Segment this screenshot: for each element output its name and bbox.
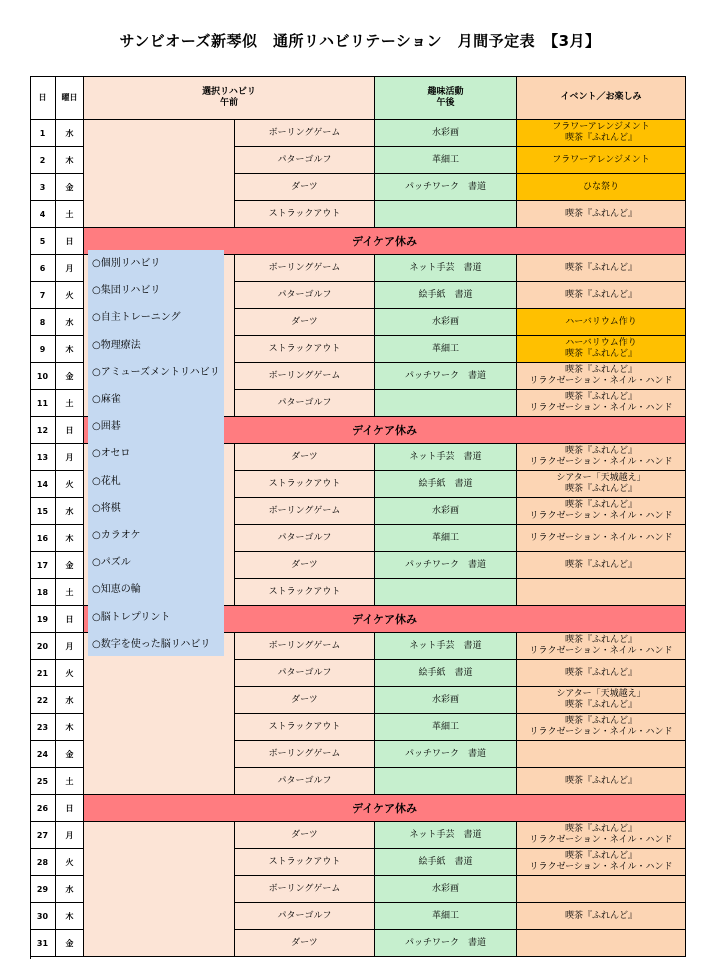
date-cell: 13 — [30, 444, 56, 471]
weekday-cell: 土 — [56, 390, 84, 417]
date-cell: 1 — [30, 120, 56, 147]
weekday-cell: 火 — [56, 282, 84, 309]
event-cell: 喫茶『ふれんど』 リラクゼーション・ネイル・ハンド — [517, 714, 686, 741]
date-cell: 8 — [30, 309, 56, 336]
date-cell: 9 — [30, 336, 56, 363]
rehab-activity-cell: ボーリングゲーム — [235, 741, 375, 768]
rehab-menu-item: ○パズル — [92, 557, 131, 569]
hobby-activity-cell: パッチワーク 書道 — [375, 363, 517, 390]
event-cell: ハーバリウム作り — [517, 309, 686, 336]
hobby-activity-cell: 絵手紙 書道 — [375, 660, 517, 687]
weekday-cell: 水 — [56, 876, 84, 903]
weekday-cell: 水 — [56, 309, 84, 336]
event-cell: 喫茶『ふれんど』 リラクゼーション・ネイル・ハンド — [517, 444, 686, 471]
weekday-cell: 水 — [56, 120, 84, 147]
closure-banner: デイケア休み — [84, 795, 686, 822]
weekday-cell: 月 — [56, 444, 84, 471]
date-cell: 3 — [30, 174, 56, 201]
date-cell: 14 — [30, 471, 56, 498]
weekday-cell: 火 — [56, 849, 84, 876]
event-cell: リラクゼーション・ネイル・ハンド — [517, 525, 686, 552]
rehab-activity-cell: ボーリングゲーム — [235, 633, 375, 660]
header-weekday: 曜日 — [56, 76, 84, 120]
hobby-activity-cell: 水彩画 — [375, 120, 517, 147]
rehab-menu-item: ○カラオケ — [92, 530, 141, 541]
weekday-cell: 月 — [56, 255, 84, 282]
weekday-cell: 木 — [56, 903, 84, 930]
rehab-activity-cell: パターゴルフ — [235, 525, 375, 552]
weekday-cell: 木 — [56, 714, 84, 741]
event-cell: 喫茶『ふれんど』 — [517, 552, 686, 579]
event-cell — [517, 930, 686, 957]
rehab-menu-item: ○麻雀 — [92, 394, 121, 405]
hobby-activity-cell — [375, 201, 517, 228]
rehab-menu-item: ○数字を使った脳リハビリ — [92, 638, 211, 650]
rehab-menu-panel — [88, 250, 224, 656]
date-cell: 22 — [30, 687, 56, 714]
hobby-activity-cell: 革細工 — [375, 903, 517, 930]
rehab-activity-cell: パターゴルフ — [235, 282, 375, 309]
rehab-menu-item: ○自主トレーニング — [92, 312, 181, 324]
event-cell — [517, 579, 686, 606]
date-cell: 24 — [30, 741, 56, 768]
date-cell: 2 — [30, 147, 56, 174]
hobby-activity-cell: パッチワーク 書道 — [375, 174, 517, 201]
closure-banner: デイケア休み — [84, 228, 686, 255]
rehab-activity-cell: ストラックアウト — [235, 336, 375, 363]
date-cell: 28 — [30, 849, 56, 876]
rehab-menu-item: ○脳トレプリント — [92, 611, 171, 623]
weekday-cell: 日 — [56, 228, 84, 255]
weekday-cell: 月 — [56, 822, 84, 849]
weekday-cell: 土 — [56, 579, 84, 606]
hobby-activity-cell: パッチワーク 書道 — [375, 930, 517, 957]
rehab-activity-cell: ボーリングゲーム — [235, 363, 375, 390]
event-cell: 喫茶『ふれんど』 — [517, 903, 686, 930]
hobby-activity-cell: 水彩画 — [375, 876, 517, 903]
hobby-activity-cell — [375, 390, 517, 417]
date-cell: 31 — [30, 930, 56, 957]
hobby-activity-cell — [375, 579, 517, 606]
date-cell: 27 — [30, 822, 56, 849]
weekday-cell: 日 — [56, 795, 84, 822]
rehab-activity-cell: ダーツ — [235, 174, 375, 201]
weekday-cell: 木 — [56, 336, 84, 363]
hobby-activity-cell: 革細工 — [375, 525, 517, 552]
hobby-activity-cell: ネット手芸 書道 — [375, 444, 517, 471]
rehab-activity-cell: ボーリングゲーム — [235, 876, 375, 903]
hobby-activity-cell: 水彩画 — [375, 309, 517, 336]
rehab-block — [84, 120, 235, 228]
date-cell: 15 — [30, 498, 56, 525]
date-cell: 7 — [30, 282, 56, 309]
rehab-activity-cell: ストラックアウト — [235, 471, 375, 498]
weekday-cell: 日 — [56, 606, 84, 633]
event-cell: 喫茶『ふれんど』 — [517, 255, 686, 282]
hobby-activity-cell: パッチワーク 書道 — [375, 552, 517, 579]
rehab-menu-item: ○囲碁 — [92, 421, 121, 433]
date-cell: 18 — [30, 579, 56, 606]
event-cell — [517, 741, 686, 768]
hobby-activity-cell — [375, 768, 517, 795]
event-cell: 喫茶『ふれんど』 — [517, 768, 686, 795]
rehab-activity-cell: ダーツ — [235, 822, 375, 849]
rehab-activity-cell: パターゴルフ — [235, 390, 375, 417]
hobby-activity-cell: 絵手紙 書道 — [375, 849, 517, 876]
rehab-block — [84, 822, 235, 957]
rehab-activity-cell: ストラックアウト — [235, 714, 375, 741]
rehab-menu-item: ○将棋 — [92, 502, 121, 514]
weekday-cell: 月 — [56, 633, 84, 660]
event-cell: 喫茶『ふれんど』 リラクゼーション・ネイル・ハンド — [517, 390, 686, 417]
event-cell: シアター「天城越え」 喫茶『ふれんど』 — [517, 687, 686, 714]
header-event: イベント／お楽しみ — [517, 76, 686, 120]
hobby-activity-cell: 革細工 — [375, 147, 517, 174]
date-cell: 25 — [30, 768, 56, 795]
weekday-cell: 日 — [56, 417, 84, 444]
event-cell — [517, 876, 686, 903]
date-cell: 4 — [30, 201, 56, 228]
rehab-activity-cell: ボーリングゲーム — [235, 498, 375, 525]
weekday-cell: 水 — [56, 498, 84, 525]
closure-banner: デイケア休み — [84, 606, 686, 633]
hobby-activity-cell: ネット手芸 書道 — [375, 255, 517, 282]
rehab-menu-item: ○集団リハビリ — [92, 285, 161, 297]
weekday-cell: 金 — [56, 174, 84, 201]
event-cell: ハーバリウム作り 喫茶『ふれんど』 — [517, 336, 686, 363]
date-cell: 5 — [30, 228, 56, 255]
date-cell: 11 — [30, 390, 56, 417]
rehab-activity-cell: パターゴルフ — [235, 660, 375, 687]
rehab-menu-item: ○知恵の輪 — [92, 584, 141, 596]
event-cell: 喫茶『ふれんど』 — [517, 201, 686, 228]
rehab-activity-cell: ストラックアウト — [235, 201, 375, 228]
event-cell: ひな祭り — [517, 174, 686, 201]
weekday-cell: 木 — [56, 525, 84, 552]
rehab-activity-cell: ストラックアウト — [235, 849, 375, 876]
event-cell: 喫茶『ふれんど』 — [517, 282, 686, 309]
header-date: 日 — [30, 76, 56, 120]
hobby-activity-cell: パッチワーク 書道 — [375, 741, 517, 768]
date-cell: 10 — [30, 363, 56, 390]
hobby-activity-cell: ネット手芸 書道 — [375, 822, 517, 849]
rehab-activity-cell: パターゴルフ — [235, 903, 375, 930]
date-cell: 20 — [30, 633, 56, 660]
date-cell: 29 — [30, 876, 56, 903]
rehab-activity-cell: ストラックアウト — [235, 579, 375, 606]
hobby-activity-cell: 革細工 — [375, 714, 517, 741]
hobby-activity-cell: 絵手紙 書道 — [375, 282, 517, 309]
weekday-cell: 金 — [56, 930, 84, 957]
rehab-menu-item: ○花札 — [92, 475, 121, 487]
closure-banner: デイケア休み — [84, 417, 686, 444]
event-cell: フラワーアレンジメント 喫茶『ふれんど』 — [517, 120, 686, 147]
rehab-activity-cell: パターゴルフ — [235, 147, 375, 174]
rehab-activity-cell: ダーツ — [235, 309, 375, 336]
rehab-activity-cell: ダーツ — [235, 444, 375, 471]
date-cell: 17 — [30, 552, 56, 579]
weekday-cell: 土 — [56, 768, 84, 795]
event-cell: 喫茶『ふれんど』 — [517, 660, 686, 687]
weekday-cell: 火 — [56, 660, 84, 687]
rehab-activity-cell: ボーリングゲーム — [235, 255, 375, 282]
date-cell: 6 — [30, 255, 56, 282]
date-cell: 21 — [30, 660, 56, 687]
rehab-activity-cell: ボーリングゲーム — [235, 120, 375, 147]
hobby-activity-cell: ネット手芸 書道 — [375, 633, 517, 660]
date-cell: 30 — [30, 903, 56, 930]
weekday-cell: 木 — [56, 147, 84, 174]
rehab-menu-item: ○個別リハビリ — [92, 258, 161, 269]
rehab-block — [84, 633, 235, 795]
event-cell: フラワーアレンジメント — [517, 147, 686, 174]
date-cell: 23 — [30, 714, 56, 741]
event-cell: シアター「天城越え」 喫茶『ふれんど』 — [517, 471, 686, 498]
weekday-cell: 金 — [56, 741, 84, 768]
weekday-cell: 金 — [56, 552, 84, 579]
event-cell: 喫茶『ふれんど』 リラクゼーション・ネイル・ハンド — [517, 498, 686, 525]
event-cell: 喫茶『ふれんど』 リラクゼーション・ネイル・ハンド — [517, 633, 686, 660]
header-rehab: 選択リハビリ 午前 — [84, 76, 375, 120]
hobby-activity-cell: 水彩画 — [375, 687, 517, 714]
event-cell: 喫茶『ふれんど』 リラクゼーション・ネイル・ハンド — [517, 822, 686, 849]
weekday-cell: 火 — [56, 471, 84, 498]
page-title: サンビオーズ新琴似 通所リハビリテーション 月間予定表 【3月】 — [119, 32, 601, 50]
weekday-cell: 土 — [56, 201, 84, 228]
date-cell: 26 — [30, 795, 56, 822]
rehab-menu-item: ○物理療法 — [92, 339, 141, 351]
date-cell: 19 — [30, 606, 56, 633]
weekday-cell: 水 — [56, 687, 84, 714]
rehab-menu-item: ○オセロ — [92, 448, 131, 460]
rehab-activity-cell: ダーツ — [235, 687, 375, 714]
rehab-activity-cell: ダーツ — [235, 552, 375, 579]
rehab-menu-item: ○アミューズメントリハビリ — [92, 366, 220, 378]
hobby-activity-cell: 革細工 — [375, 336, 517, 363]
rehab-activity-cell: パターゴルフ — [235, 768, 375, 795]
hobby-activity-cell: 絵手紙 書道 — [375, 471, 517, 498]
rehab-activity-cell: ダーツ — [235, 930, 375, 957]
hobby-activity-cell: 水彩画 — [375, 498, 517, 525]
event-cell: 喫茶『ふれんど』 リラクゼーション・ネイル・ハンド — [517, 849, 686, 876]
date-cell: 16 — [30, 525, 56, 552]
event-cell: 喫茶『ふれんど』 リラクゼーション・ネイル・ハンド — [517, 363, 686, 390]
weekday-cell: 金 — [56, 363, 84, 390]
header-hobby: 趣味活動 午後 — [375, 76, 517, 120]
date-cell: 12 — [30, 417, 56, 444]
